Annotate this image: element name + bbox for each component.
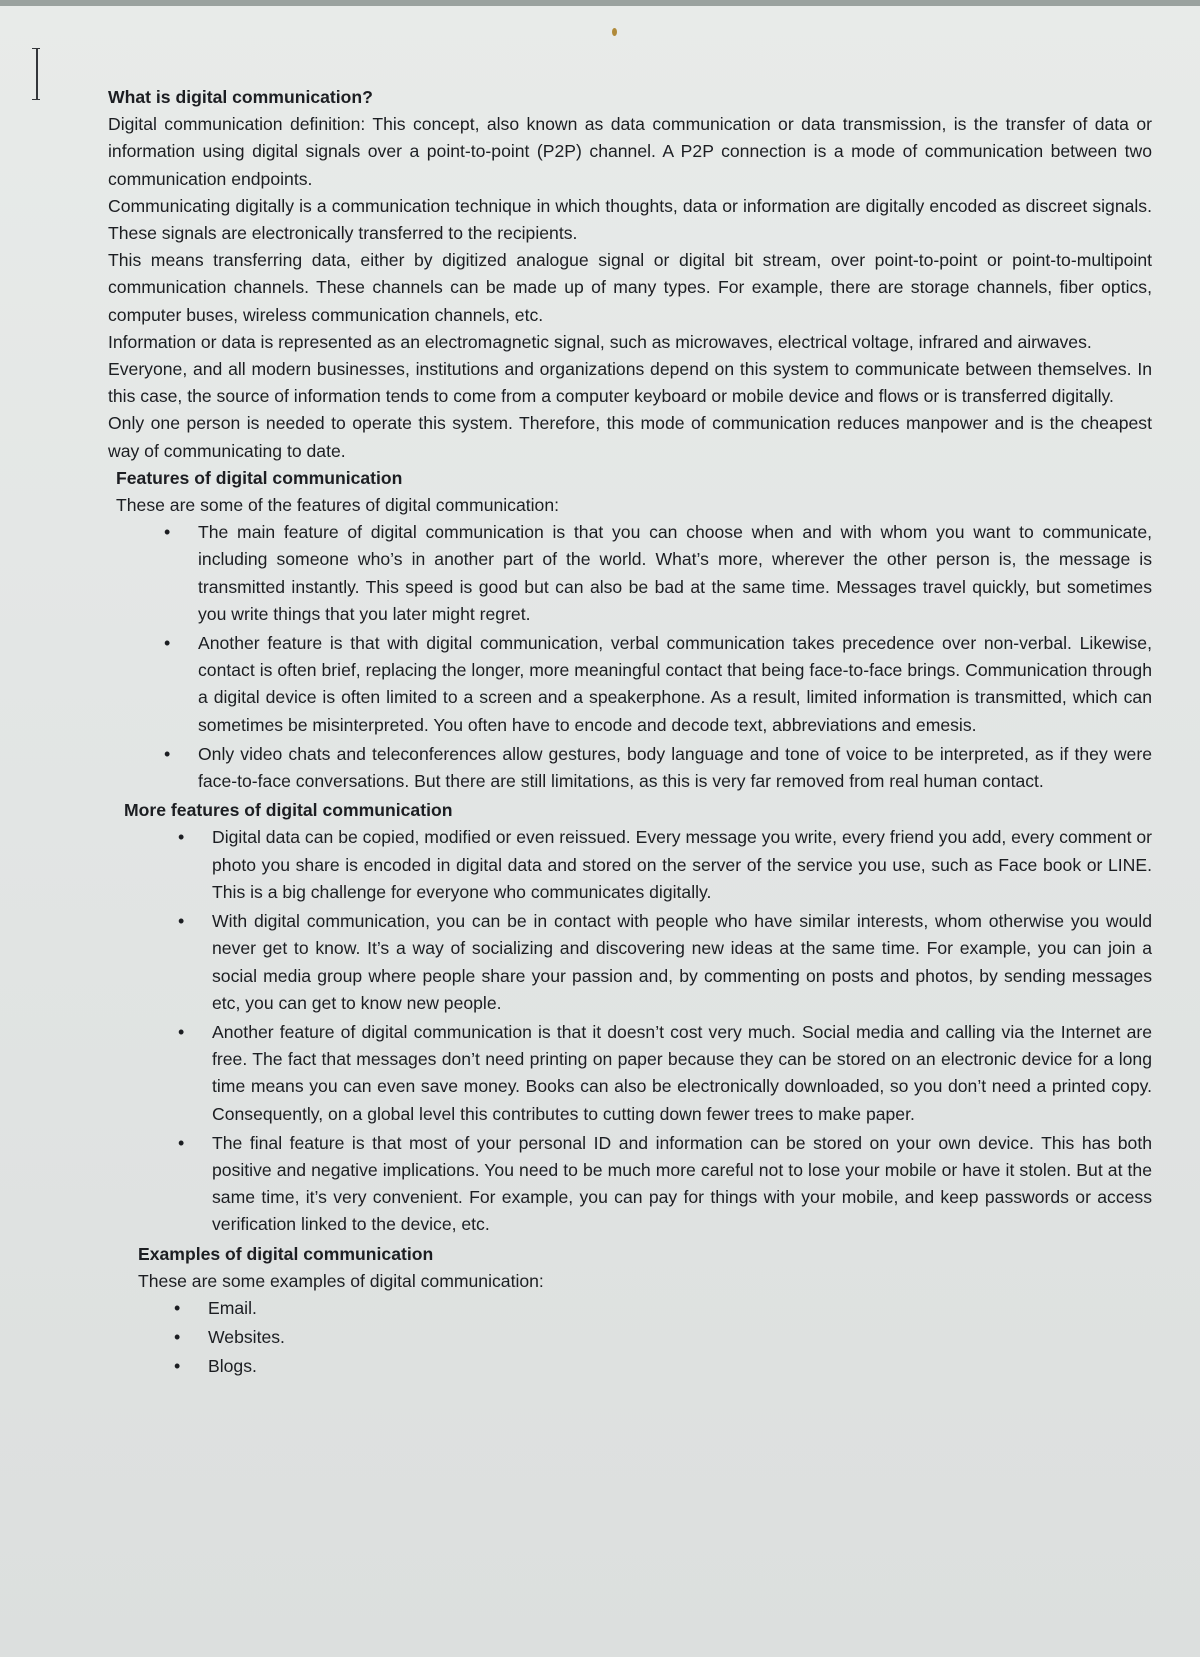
intro-paragraph: Digital communication definition: This concept, also known as data communication or data transmission, is the transfer of data or information using digital signals over a point-to-point (P2P) channel. A P2P connection is a mode of communication between two communication endpoints. <box>108 114 1152 189</box>
list-item: • Only video chats and teleconferences allow gestures, body language and tone of voice to be interpreted, as if they were face-to-face conversations. But there are still limitations, as this is very far removed from real human contact. <box>198 741 1152 795</box>
more-features-section <box>124 797 1152 1238</box>
list-item: • Blogs. <box>208 1353 1152 1380</box>
list-item: • Another feature of digital communication is that it doesn’t cost very much. Social media and calling via the Internet are free. The fact that messages don’t need printing on paper because they can be stored on an electronic device for a long time means you can even save money. Books can also be electronically downloaded, so you don’t need a printed copy. Consequently, on a global level this contributes to cutting down fewer trees to make paper. <box>212 1019 1152 1128</box>
features-list <box>116 519 1152 795</box>
examples-heading: Examples of digital communication <box>138 1243 434 1264</box>
examples-lead: These are some examples of digital communication: <box>138 1270 544 1291</box>
more-features-list <box>124 824 1152 1238</box>
intro-paragraph: Communicating digitally is a communication technique in which thoughts, data or information are digitally encoded as discreet signals. These signals are electronically transferred to the recipients. <box>108 195 1152 244</box>
intro-paragraph: Information or data is represented as an electromagnetic signal, such as microwaves, electrical voltage, infrared and airwaves. <box>108 331 1092 352</box>
list-item: • Another feature is that with digital communication, verbal communication takes precedence over non-verbal. Likewise, contact is often brief, replacing the longer, more meaningful contact that being face-to-face brings. Communication through a digital device is often limited to a screen and a speakerphone. As a result, limited information is transmitted, which can sometimes be misinterpreted. You often have to encode and decode text, abbreviations and emesis. <box>198 630 1152 739</box>
list-item: • The main feature of digital communication is that you can choose when and with whom you want to communicate, including someone who’s in another part of the world. What’s more, wherever the other person is, the message is transmitted instantly. This speed is good but can also be bad at the same time. Messages travel quickly, but sometimes you write things that you later might regret. <box>198 519 1152 628</box>
intro-section <box>108 84 1152 465</box>
intro-heading: What is digital communication? <box>108 87 373 107</box>
examples-section <box>138 1241 1152 1381</box>
ink-spot <box>612 28 617 36</box>
intro-paragraph: Everyone, and all modern businesses, institutions and organizations depend on this system to communicate between themselves. In this case, the source of information tends to come from a computer keyboard or mobile device and flows or is transferred digitally. <box>108 359 1152 407</box>
features-lead: These are some of the features of digital communication: <box>116 495 560 516</box>
intro-paragraph: Only one person is needed to operate this system. Therefore, this mode of communication reduces manpower and is the cheapest way of communicating to date. <box>108 413 1152 461</box>
features-heading: Features of digital communication <box>116 467 403 488</box>
intro-paragraph: This means transferring data, either by digitized analogue signal or digital bit stream, over point-to-point or point-to-multipoint communication channels. These channels can be made up of many types. For example, there are storage channels, fiber optics, computer buses, wireless communication channels, etc. <box>108 250 1152 325</box>
features-section <box>116 465 1152 795</box>
list-item: • Websites. <box>208 1324 1152 1351</box>
list-item: • With digital communication, you can be in contact with people who have similar interests, whom otherwise you would never get to know. It’s a way of socializing and discovering new ideas at the same time. For example, you can join a social media group where people share your passion and, by commenting on posts and photos, by sending messages etc, you can get to know new people. <box>212 908 1152 1017</box>
list-item: • Email. <box>208 1295 1152 1322</box>
examples-list <box>138 1295 1152 1381</box>
more-features-heading: More features of digital communication <box>124 800 453 821</box>
document-body <box>108 84 1152 1383</box>
margin-pen-mark <box>36 48 38 100</box>
list-item: • Digital data can be copied, modified or even reissued. Every message you write, every friend you add, every comment or photo you share is encoded in digital data and stored on the server of the service you use, such as Face book or LINE. This is a big challenge for everyone who communicates digitally. <box>212 824 1152 906</box>
list-item: • The final feature is that most of your personal ID and information can be stored on your own device. This has both positive and negative implications. You need to be much more careful not to lose your mobile or have it stolen. But at the same time, it’s very convenient. For example, you can pay for things with your mobile, and keep passwords or access verification linked to the device, etc. <box>212 1130 1152 1239</box>
